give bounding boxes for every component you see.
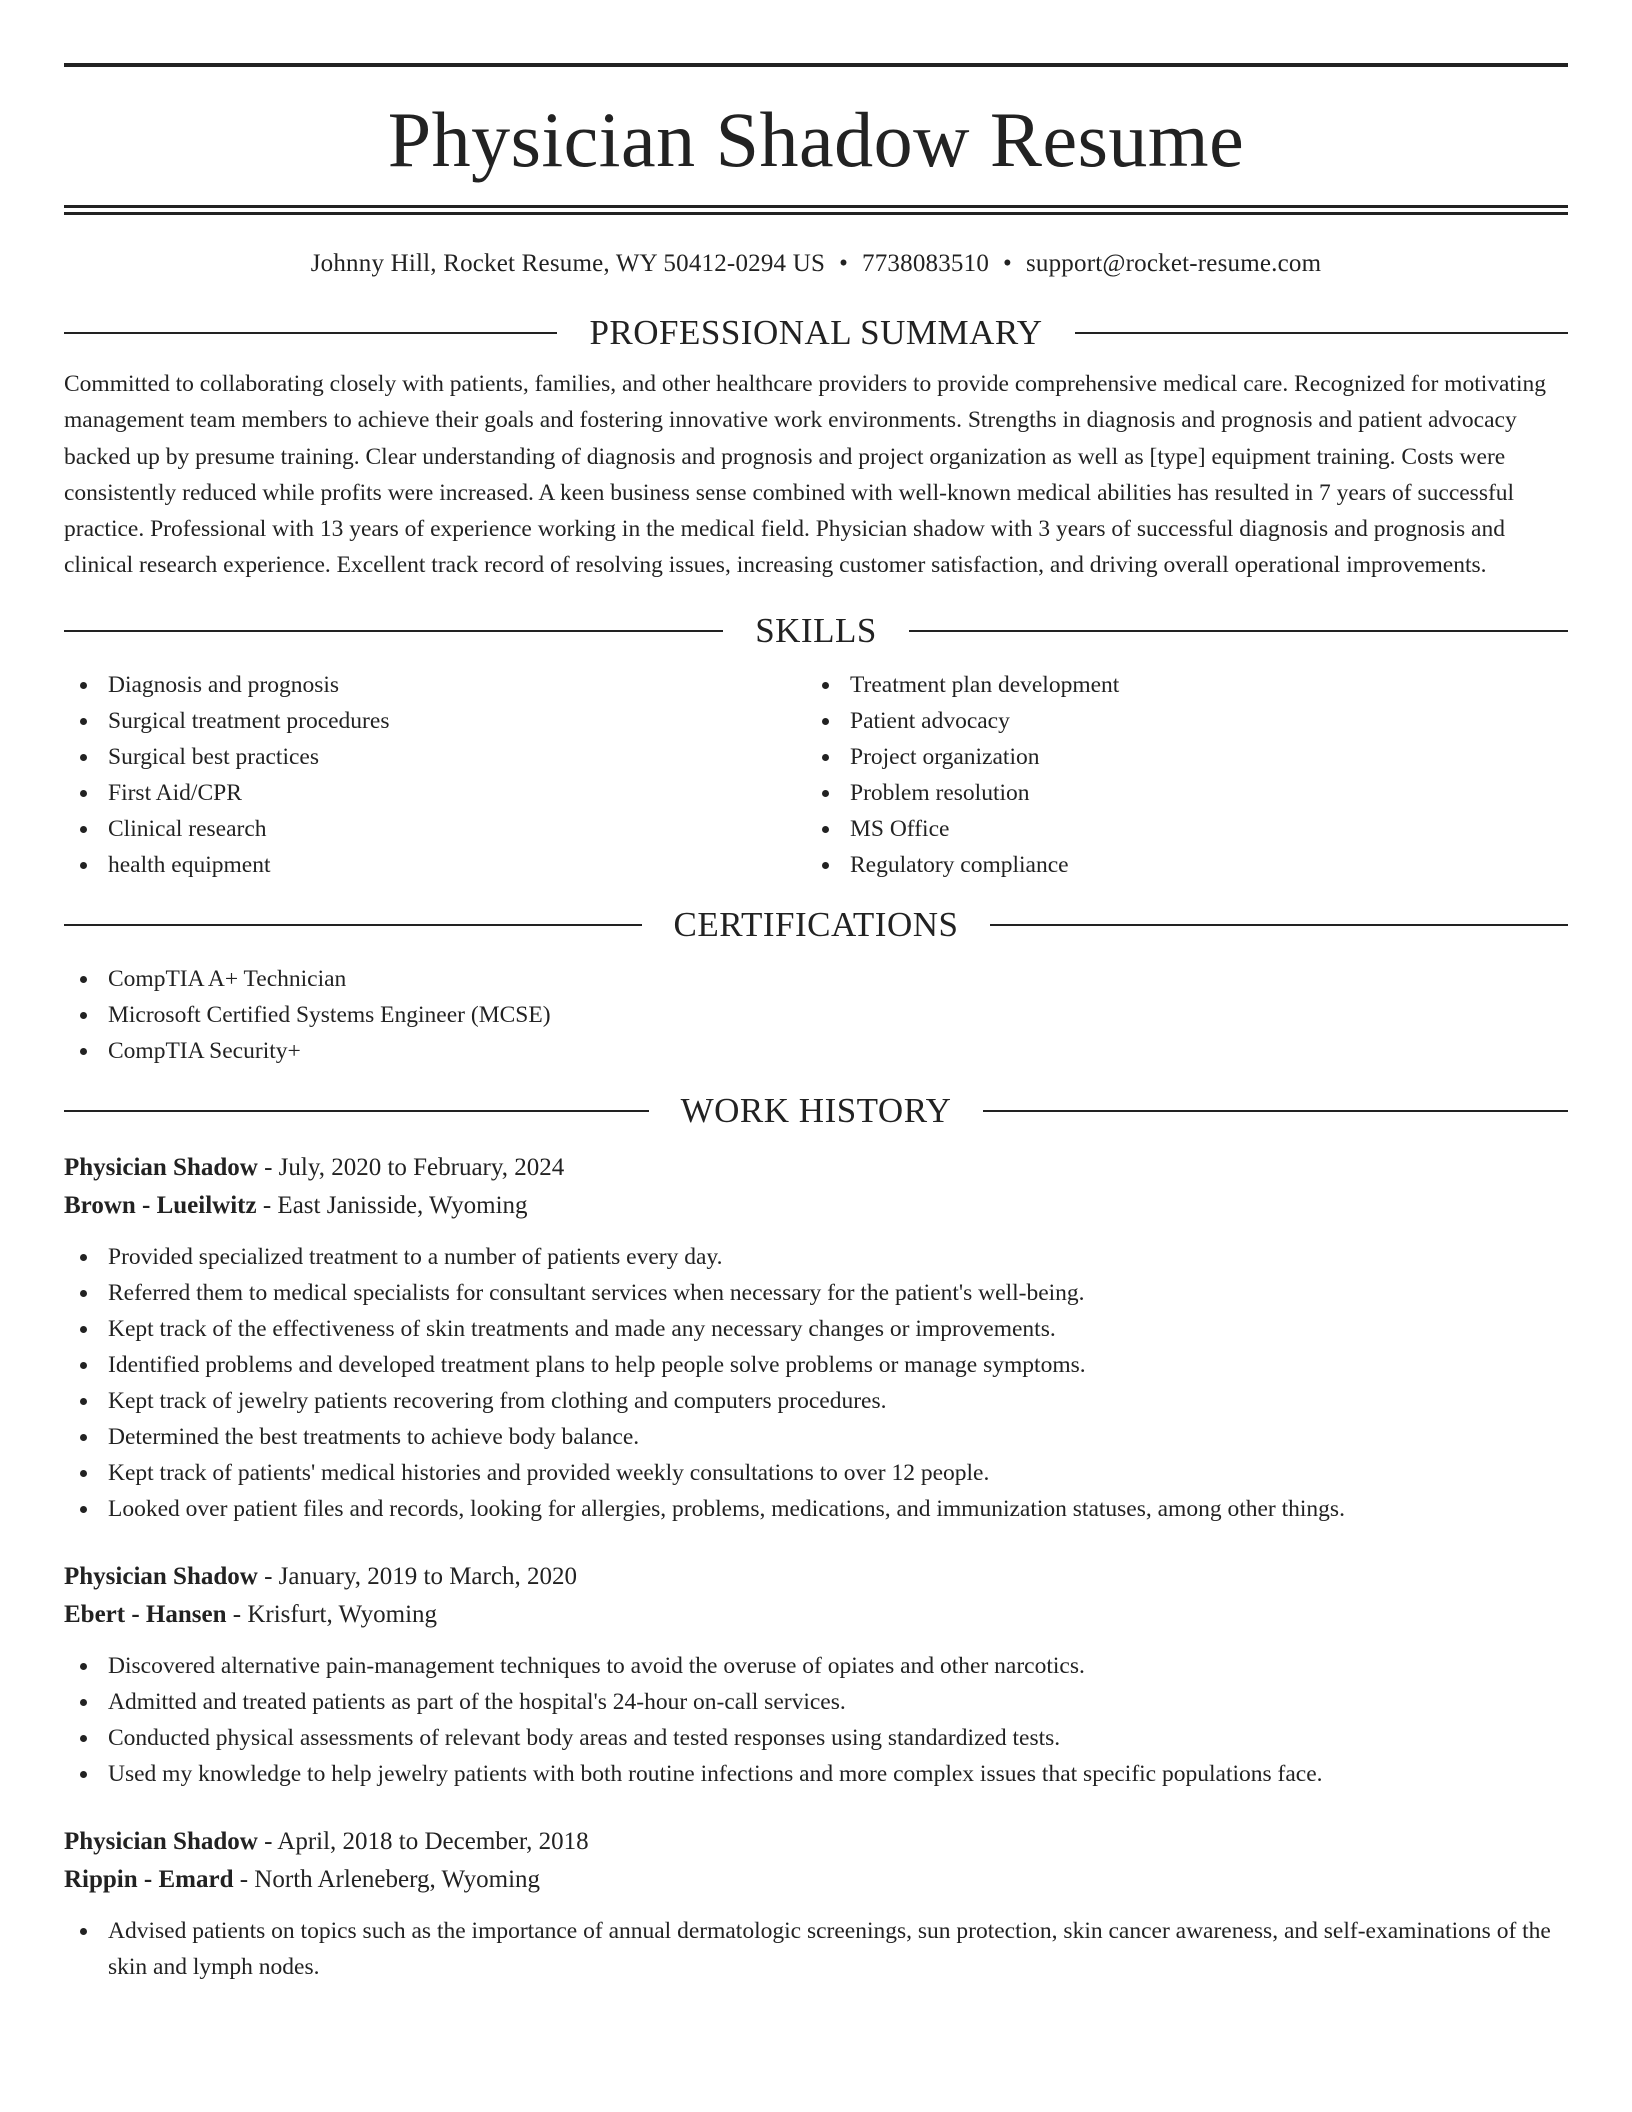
job-dates: - July, 2020 to February, 2024 bbox=[257, 1153, 565, 1181]
skills-heading: SKILLS bbox=[755, 610, 877, 650]
certification-item: CompTIA Security+ bbox=[64, 1033, 1568, 1069]
summary-text: Committed to collaborating closely with patients, families, and other healthcare providers to provide comprehensive medical care. Recognized for motivating management team members to achieve their goals and fostering innovative work environments. Strengths in diagnosis and prognosis and patient advocacy backed up by presume training. Clear understanding of diagnosis and prognosis and project organization as well as [type] equipment training. Costs were consistently reduced while profits were increased. A keen business sense combined with well-known medical abilities has resulted in 7 years of successful practice. Professional with 13 years of experience working in the medical field. Physician shadow with 3 years of successful diagnosis and prognosis and clinical research experience. Excellent track record of resolving issues, increasing customer satisfaction, and driving overall operational improvements. bbox=[64, 371, 1546, 579]
job-location: - East Janisside, Wyoming bbox=[256, 1191, 528, 1219]
skill-item: Surgical best practices bbox=[64, 739, 806, 775]
resume-page bbox=[64, 0, 1568, 1985]
skills-grid bbox=[64, 667, 1568, 883]
skill-item: Diagnosis and prognosis bbox=[64, 667, 806, 703]
skill-item: MS Office bbox=[806, 811, 1548, 847]
job-duty: Kept track of the effectiveness of skin treatments and made any necessary changes or improvements. bbox=[64, 1311, 1568, 1347]
job-company-line bbox=[64, 1187, 1568, 1225]
job-duty: Provided specialized treatment to a number of patients every day. bbox=[64, 1239, 1568, 1275]
heading-rule-left bbox=[64, 924, 642, 926]
heading-rule-left bbox=[64, 332, 557, 334]
summary-heading: PROFESSIONAL SUMMARY bbox=[589, 313, 1043, 352]
skill-item: Surgical treatment procedures bbox=[64, 703, 806, 739]
contact-separator: • bbox=[839, 250, 849, 277]
certifications-list bbox=[64, 961, 1568, 1069]
certifications-heading: CERTIFICATIONS bbox=[673, 904, 959, 944]
contact-email: support@rocket-resume.com bbox=[1025, 250, 1322, 277]
certification-item: Microsoft Certified Systems Engineer (MCSE) bbox=[64, 997, 1568, 1033]
job-duty: Conducted physical assessments of relevant body areas and tested responses using standardized tests. bbox=[64, 1720, 1568, 1756]
job-duties-list bbox=[64, 1913, 1568, 1985]
job-duty: Identified problems and developed treatment plans to help people solve problems or manage symptoms. bbox=[64, 1347, 1568, 1383]
job-dates: - January, 2019 to March, 2020 bbox=[257, 1562, 577, 1590]
job-location: - North Arleneberg, Wyoming bbox=[233, 1865, 541, 1893]
heading-rule-left bbox=[64, 630, 723, 632]
skill-item: Project organization bbox=[806, 739, 1548, 775]
job-title-line bbox=[64, 1558, 1568, 1596]
skills-section-heading bbox=[64, 611, 1568, 651]
heading-rule-right bbox=[990, 924, 1568, 926]
contact-separator: • bbox=[1003, 250, 1012, 277]
job-entry bbox=[64, 1558, 1568, 1792]
certification-item: CompTIA A+ Technician bbox=[64, 961, 1568, 997]
heading-rule-right bbox=[1075, 332, 1568, 334]
skills-list-right bbox=[806, 667, 1548, 883]
job-duty: Determined the best treatments to achieve body balance. bbox=[64, 1419, 1568, 1455]
skill-item: Treatment plan development bbox=[806, 667, 1548, 703]
job-location: - Krisfurt, Wyoming bbox=[226, 1600, 438, 1628]
job-duty: Looked over patient files and records, looking for allergies, problems, medications, and immunization statuses, among other things. bbox=[64, 1491, 1568, 1527]
skill-item: Regulatory compliance bbox=[806, 847, 1548, 883]
heading-rule-right bbox=[983, 1110, 1568, 1112]
heading-rule-right bbox=[909, 630, 1568, 632]
contact-address: Johnny Hill, Rocket Resume, WY 50412-0294 US bbox=[310, 250, 826, 277]
contact-line bbox=[64, 249, 1568, 279]
job-company: Ebert - Hansen bbox=[64, 1600, 227, 1628]
skills-list-left bbox=[64, 667, 806, 883]
skill-item: health equipment bbox=[64, 847, 806, 883]
heading-rule-left bbox=[64, 1110, 649, 1112]
job-duty: Advised patients on topics such as the importance of annual dermatologic screenings, sun protection, skin cancer awareness, and self-examinations of the skin and lymph nodes. bbox=[64, 1913, 1568, 1985]
skill-item: Clinical research bbox=[64, 811, 806, 847]
job-title-line bbox=[64, 1823, 1568, 1861]
job-duty: Kept track of patients' medical histories and provided weekly consultations to over 12 people. bbox=[64, 1455, 1568, 1491]
work-history-heading: WORK HISTORY bbox=[680, 1090, 952, 1130]
job-duties-list bbox=[64, 1239, 1568, 1527]
job-duty: Used my knowledge to help jewelry patients with both routine infections and more complex issues that specific populations face. bbox=[64, 1756, 1568, 1792]
title-double-rule bbox=[64, 205, 1568, 215]
job-company: Brown - Lueilwitz bbox=[64, 1191, 257, 1219]
skill-item: Patient advocacy bbox=[806, 703, 1548, 739]
certifications-section-heading bbox=[64, 905, 1568, 945]
title-block bbox=[64, 63, 1568, 215]
skill-item: First Aid/CPR bbox=[64, 775, 806, 811]
job-entry bbox=[64, 1149, 1568, 1527]
job-title-line bbox=[64, 1149, 1568, 1187]
skill-item: Problem resolution bbox=[806, 775, 1548, 811]
job-dates: - April, 2018 to December, 2018 bbox=[257, 1827, 589, 1855]
job-entry bbox=[64, 1823, 1568, 1985]
job-duty: Discovered alternative pain-management techniques to avoid the overuse of opiates and other narcotics. bbox=[64, 1648, 1568, 1684]
job-title: Physician Shadow bbox=[64, 1827, 258, 1855]
job-duty: Admitted and treated patients as part of the hospital's 24-hour on-call services. bbox=[64, 1684, 1568, 1720]
job-company: Rippin - Emard bbox=[64, 1865, 234, 1893]
contact-phone: 7738083510 bbox=[862, 250, 990, 277]
job-duty: Referred them to medical specialists for consultant services when necessary for the patient's well-being. bbox=[64, 1275, 1568, 1311]
job-title: Physician Shadow bbox=[64, 1562, 258, 1590]
work-history-section-heading bbox=[64, 1091, 1568, 1131]
job-duty: Kept track of jewelry patients recovering from clothing and computers procedures. bbox=[64, 1383, 1568, 1419]
job-company-line bbox=[64, 1861, 1568, 1899]
document-title: Physician Shadow Resume bbox=[387, 96, 1245, 183]
job-company-line bbox=[64, 1596, 1568, 1634]
job-duties-list bbox=[64, 1648, 1568, 1792]
summary-section-heading bbox=[64, 313, 1568, 353]
job-title: Physician Shadow bbox=[64, 1153, 258, 1181]
